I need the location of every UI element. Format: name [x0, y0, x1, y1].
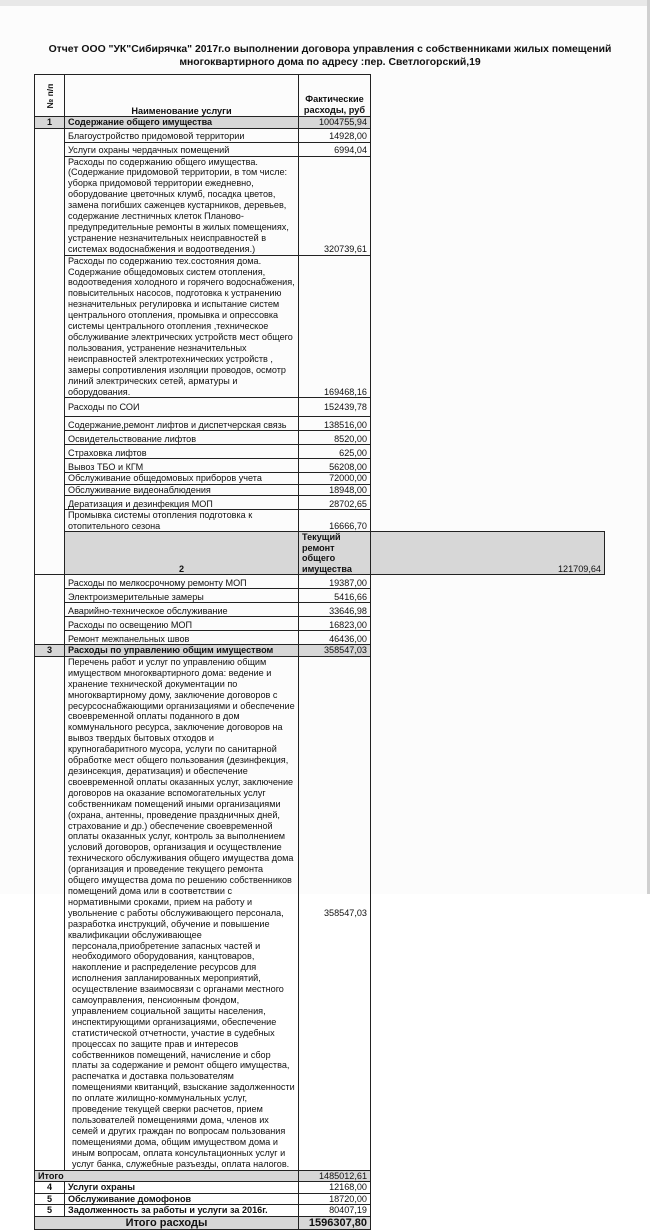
table-row: [35, 417, 605, 431]
section-row: [35, 645, 605, 657]
table-row: [35, 1182, 605, 1194]
row-amount: 6994,04: [299, 142, 371, 156]
table-row: [35, 1193, 605, 1205]
row-name: Электроизмерительные замеры: [65, 589, 299, 603]
section-row: [35, 117, 605, 129]
section-amount: 121709,64: [371, 532, 605, 575]
section-amount: 1004755,94: [299, 117, 371, 129]
row-amount: 14928,00: [299, 128, 371, 142]
row-name: Расходы по содержанию тех.состояния дома. Содержание общедомовых систем отопления, водоотведения холодного и горячего водоснабжения, повысительных насосов, подготовка к устранению незначительных регулировка и испытание систем центрального отопления, промывка и опрессовка системы центрального отопления ,техническое обслуживание электрических устройств мест общего пользования, устранение незначительных неисправностей электротехнических устройств , замеры сопротивления изоляции проводов, осмотр линий электрических сетей, арматуры и оборудования.: [65, 255, 299, 398]
row-name: Освидетельствование лифтов: [65, 431, 299, 445]
row-amount: 80407,19: [299, 1205, 371, 1217]
row-amount: 169468,16: [299, 255, 371, 398]
row-num: 4: [35, 1182, 65, 1194]
row-name: Расходы по содержанию общего имущества. (Содержание придомовой территории, в том числе: уборка придомовой территории ежедневно, оборудование цветочных клумб, посадка цветов, замена погибших саженцев кустарников, деревьев, содержание лестничных клеток Планово-предупредительные ремонты в жилых помещениях, устранение незначительных неисправностей в системах водоснабжения и водоотведения.): [65, 156, 299, 255]
row-name: Промывка системы отопления подготовка к отопительного сезона: [65, 510, 299, 532]
table-row: [35, 398, 605, 417]
row-amount: 320739,61: [299, 156, 371, 255]
table-row: [35, 484, 605, 496]
section-num-spacer: [35, 575, 65, 645]
table-row: [35, 445, 605, 459]
table-row: [35, 459, 605, 473]
row-amount: 18948,00: [299, 484, 371, 496]
row-amount: 33646,98: [299, 603, 371, 617]
section-num: 1: [35, 117, 65, 129]
report-title-line1: Отчет ООО "УК"Сибирячка" 2017г.о выполнении договора управления с собственниками жилых помещений: [48, 44, 612, 55]
row-name: Аварийно-техническое обслуживание: [65, 603, 299, 617]
row-amount: 72000,00: [299, 473, 371, 485]
row-amount: 46436,00: [299, 631, 371, 645]
row-amount: 152439,78: [299, 398, 371, 417]
table-row: [35, 575, 605, 589]
subtotal-label: Итого: [35, 1170, 299, 1182]
report-table: [34, 74, 605, 1230]
row-num: 5: [35, 1193, 65, 1205]
row-name: Услуги охраны чердачных помещений: [65, 142, 299, 156]
table-row: [35, 656, 605, 1170]
row-amount: 138516,00: [299, 417, 371, 431]
section-row: [35, 532, 605, 575]
section-num-spacer: [35, 128, 65, 575]
row-amount: 16666,70: [299, 510, 371, 532]
table-row: [35, 142, 605, 156]
table-row: [35, 496, 605, 510]
subtotal-row: [35, 1170, 605, 1182]
table-row: [35, 617, 605, 631]
row-name: Задолженность за работы и услуги за 2016г.: [65, 1205, 299, 1217]
table-row: [35, 473, 605, 485]
management-detail-part1: Перечень работ и услуг по управлению общим имуществом многоквартирного дома: ведение и хранение технической документации по многоквартирному дому, заключение договоров с ресурсоснабжающими организациями и обеспечение своевременной оплаты поданного в дом коммунального ресурса, заключение договоров на вывоз твердых бытовых отходов и крупногабаритного мусора, услуги по санитарной обработке мест общего пользования (дезинфекция, дезинсекция, дератизация) и обеспечение своевременной оплаты оказанных услуг, заключение договоров на оказание вспомогательных услуг собственникам помещений иными организациями (охрана, антенны, проведение праздничных дней, страхование и др.) обеспечение своевременной оплаты оказанных услуг, контроль за выполнением условий договоров, организация и осуществление технического обслуживания общего имущества дома (организация и проведение текущего ремонта общего имущества дома по решению собственников помещений дома или в соответствии с нормативными сроками, прием на работу и увольнение с работы обслуживающего персонала, разработка инструкций, обучение и повышение квалификации обслуживающее: [68, 656, 295, 940]
row-amount: 19387,00: [299, 575, 371, 589]
table-row: [35, 431, 605, 445]
row-name: Дератизация и дезинфекция МОП: [65, 496, 299, 510]
section-num-spacer: [35, 656, 65, 1170]
management-detail-part2: персонала,приобретение запасных частей и необходимого оборудования, канцтоваров, накопление и распределение ресурсов для исполнения запланированных мероприятий, осуществление взаимосвязи с органами местного самоуправления, пенсионным фондом, управлением социальной защиты населения, инспектирующими организациями, обеспечение статистической отчетности, участие в судебных процессах по защите прав и интересов собственников помещений, начисление и сбор платы за содержание и ремонт общего имущества, распечатка и доставка пользователям помещениями квитанций, взыскание задолженности по оплате жилищно-коммунальных услуг, проведение текущей сверки расчетов, прием пользователей помещениями дома, членов их семей и других граждан по вопросам пользования помещениями дома, общим имуществом дома и иным вопросам, оплата консультационных услуг и услуг банка, служебные разъезды, оплата налогов.: [72, 940, 295, 1169]
row-amount: 28702,65: [299, 496, 371, 510]
row-amount: 8520,00: [299, 431, 371, 445]
header-amount: Фактические расходы, руб: [299, 75, 371, 117]
table-row: [35, 603, 605, 617]
table-row: [35, 255, 605, 398]
row-name: Обслуживание видеонаблюдения: [65, 484, 299, 496]
row-name: Благоустройство придомовой территории: [65, 128, 299, 142]
section-name: Расходы по управлению общим имуществом: [65, 645, 299, 657]
table-row: [35, 128, 605, 142]
row-name: Содержание,ремонт лифтов и диспетчерская связь: [65, 417, 299, 431]
subtotal-amount: 1485012,61: [299, 1170, 371, 1182]
scan-edge-top: [0, 0, 650, 6]
table-header-row: [35, 75, 605, 117]
total-label: Итого расходы: [35, 1216, 299, 1229]
row-name: Обслуживание домофонов: [65, 1193, 299, 1205]
row-amount: 56208,00: [299, 459, 371, 473]
row-amount: 18720,00: [299, 1193, 371, 1205]
section-name: Содержание общего имущества: [65, 117, 299, 129]
row-name: Ремонт межпанельных швов: [65, 631, 299, 645]
report-title-line2: многоквартирного дома по адресу :пер. Светлогорский,19: [179, 57, 481, 68]
management-detail-text: [65, 656, 299, 1170]
row-name: Обслуживание общедомовых приборов учета: [65, 473, 299, 485]
table-row: [35, 589, 605, 603]
row-name: Расходы по СОИ: [65, 398, 299, 417]
total-row: [35, 1216, 605, 1229]
row-num: 5: [35, 1205, 65, 1217]
row-amount: 12168,00: [299, 1182, 371, 1194]
section-name: Текущий ремонт общего имущества: [299, 532, 371, 575]
total-amount: 1596307,80: [299, 1216, 371, 1229]
section-amount: 358547,03: [299, 645, 371, 657]
row-amount: 625,00: [299, 445, 371, 459]
row-amount: 5416,66: [299, 589, 371, 603]
section-num: 3: [35, 645, 65, 657]
row-name: Услуги охраны: [65, 1182, 299, 1194]
header-name: Наименование услуги: [65, 75, 299, 117]
row-name: Страховка лифтов: [65, 445, 299, 459]
header-num: № п/п: [35, 75, 65, 117]
report-title: [40, 43, 620, 69]
table-row: [35, 631, 605, 645]
row-name: Расходы по мелкосрочному ремонту МОП: [65, 575, 299, 589]
table-row: [35, 1205, 605, 1217]
table-row: [35, 156, 605, 255]
row-amount: 16823,00: [299, 617, 371, 631]
table-row: [35, 510, 605, 532]
section-num: 2: [65, 532, 299, 575]
row-amount: 358547,03: [299, 656, 371, 1170]
row-name: Расходы по освещению МОП: [65, 617, 299, 631]
row-name: Вывоз ТБО и КГМ: [65, 459, 299, 473]
